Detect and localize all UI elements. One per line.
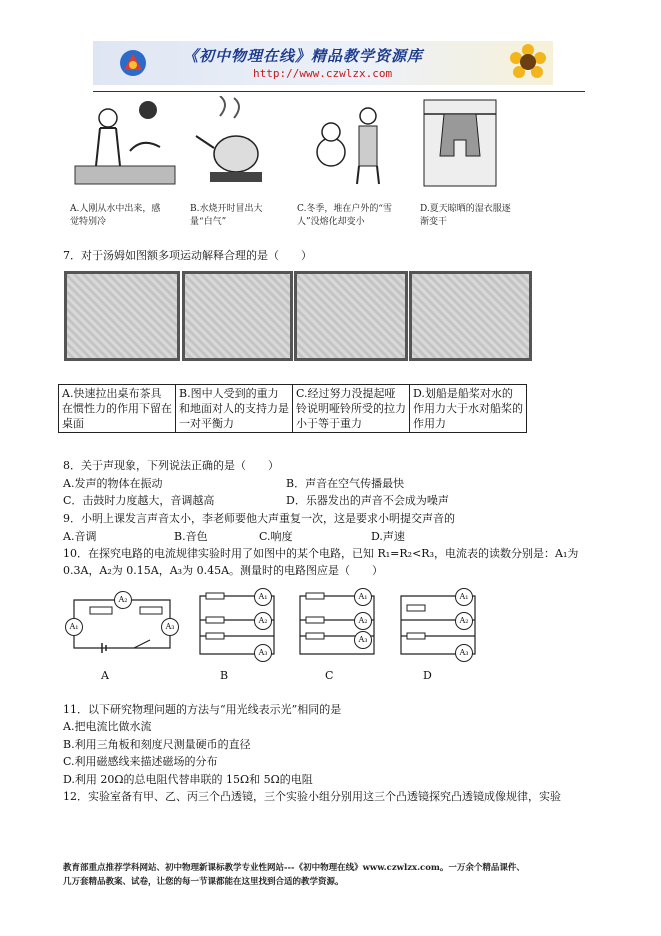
q8-stem: 8．关于声现象，下列说法正确的是（ ） — [63, 459, 279, 472]
kettle-steam-icon — [190, 96, 286, 191]
circuit-d-meter-a1: A₁ — [455, 588, 473, 606]
circuit-a-meter-a2: A₂ — [114, 591, 132, 609]
q10-stem-line2: 0.3A，A₂为 0.15A，A₃为 0.45A。测量时的电路图应是（ ） — [63, 564, 384, 577]
footer-line2: 几万套精品教案、试卷，让您的每一节课都能在这里找到合适的教学资源。 — [63, 877, 344, 887]
q6-figure-b — [190, 96, 286, 228]
circuit-b-label: B — [220, 669, 229, 682]
q8-option-c: C．击鼓时力度越大，音调越高 — [63, 494, 215, 507]
circuit-b — [192, 586, 282, 661]
q6-caption-b: B.水烧开时冒出大量“白气” — [190, 204, 263, 227]
q9-option-c: C.响度 — [259, 530, 293, 543]
circuit-d-meter-a3: A₃ — [455, 644, 473, 662]
circuit-d-label: D — [423, 669, 432, 682]
logo-icon — [118, 48, 148, 78]
q8-option-b: B．声音在空气传播最快 — [286, 477, 405, 490]
q9-stem: 9．小明上课发言声音太小，李老师要他大声重复一次，这是要求小明提交声音的 — [63, 512, 455, 525]
q6-figure-a — [70, 96, 180, 228]
q9-option-a: A.音调 — [63, 530, 97, 543]
q7-stem: 7．对于汤姆如图额多项运动解释合理的是（ ） — [63, 249, 312, 262]
circuit-c — [292, 586, 382, 661]
circuit-a-meter-a1: A₁ — [65, 618, 83, 636]
q6-caption-a: A.人刚从水中出来，感觉特别冷 — [70, 204, 161, 227]
banner-url[interactable]: http://www.czwlzx.com — [253, 67, 393, 80]
q11-option-b: B.利用三角板和刻度尺测量硬币的直径 — [63, 738, 251, 751]
circuit-d — [393, 586, 483, 661]
footer-line1: 教育部重点推荐学科网站、初中物理新课标教学专业性网站---《初中物理在线》www.czwlzx.com。一万余个精品课件、 — [63, 863, 525, 873]
q7-option-c: C.经过努力没提起哑铃说明哑铃所受的拉力小于等于重力 — [293, 385, 410, 433]
q10-stem-line1: 10．在探究电路的电流规律实验时用了如图中的某个电路，已知 R₁=R₂<R₃，电流表的读数分别是：A₁为 — [63, 547, 579, 560]
q11-stem: 11．以下研究物理问题的方法与“用光线表示光”相同的是 — [63, 703, 342, 716]
circuit-c-meter-a2: A₂ — [354, 612, 372, 630]
q7-option-a: A.快速拉出桌布茶具在惯性力的作用下留在桌面 — [59, 385, 176, 433]
q8-option-d: D．乐器发出的声音不会成为噪声 — [286, 494, 449, 507]
drying-clothes-icon — [420, 96, 500, 191]
person-from-water-icon — [70, 96, 180, 191]
snowman-icon — [297, 96, 397, 191]
circuit-c-meter-a1: A₁ — [354, 588, 372, 606]
q11-option-c: C.利用磁感线来描述磁场的分布 — [63, 755, 218, 768]
q12-stem: 12．实验室备有甲、乙、丙三个凸透镜，三个实验小组分别用这三个凸透镜探究凸透镜成像规律，实验 — [63, 790, 561, 803]
circuit-d-meter-a2: A₂ — [455, 612, 473, 630]
q6-caption-c: C.冬季，堆在户外的“雪人”没熔化却变小 — [297, 204, 393, 227]
q8-option-a: A.发声的物体在振动 — [63, 477, 163, 490]
circuit-c-label: C — [325, 669, 334, 682]
q9-option-d: D.声速 — [371, 530, 405, 543]
banner-title: 《初中物理在线》精品教学资源库 — [183, 47, 424, 65]
q7-photo-a — [64, 271, 180, 361]
sunflower-icon — [505, 42, 551, 84]
q11-option-d: D.利用 20Ω的总电阻代替串联的 15Ω和 5Ω的电阻 — [63, 773, 313, 786]
q6-figure-d — [420, 96, 512, 228]
circuit-c-meter-a3: A₃ — [354, 631, 372, 649]
circuit-a — [62, 586, 182, 661]
q9-option-b: B.音色 — [174, 530, 208, 543]
q7-option-d: D.划船是船桨对水的作用力大于水对船桨的作用力 — [410, 385, 527, 433]
circuit-b-meter-a2: A₂ — [254, 612, 272, 630]
circuit-a-meter-a3: A₃ — [161, 618, 179, 636]
q6-caption-d: D.夏天晾晒的湿衣服逐渐变干 — [420, 204, 511, 227]
q7-photo-d — [409, 271, 532, 361]
q7-options-table — [58, 384, 527, 433]
q7-photo-b — [182, 271, 293, 361]
circuit-b-meter-a1: A₁ — [254, 588, 272, 606]
q6-figure-c — [297, 96, 397, 228]
circuit-a-label: A — [101, 669, 109, 682]
q11-option-a: A.把电流比做水流 — [63, 720, 152, 733]
circuit-b-meter-a3: A₃ — [254, 644, 272, 662]
q7-option-b: B.图中人受到的重力和地面对人的支持力是一对平衡力 — [176, 385, 293, 433]
q7-photo-c — [294, 271, 408, 361]
header-divider — [93, 91, 585, 92]
